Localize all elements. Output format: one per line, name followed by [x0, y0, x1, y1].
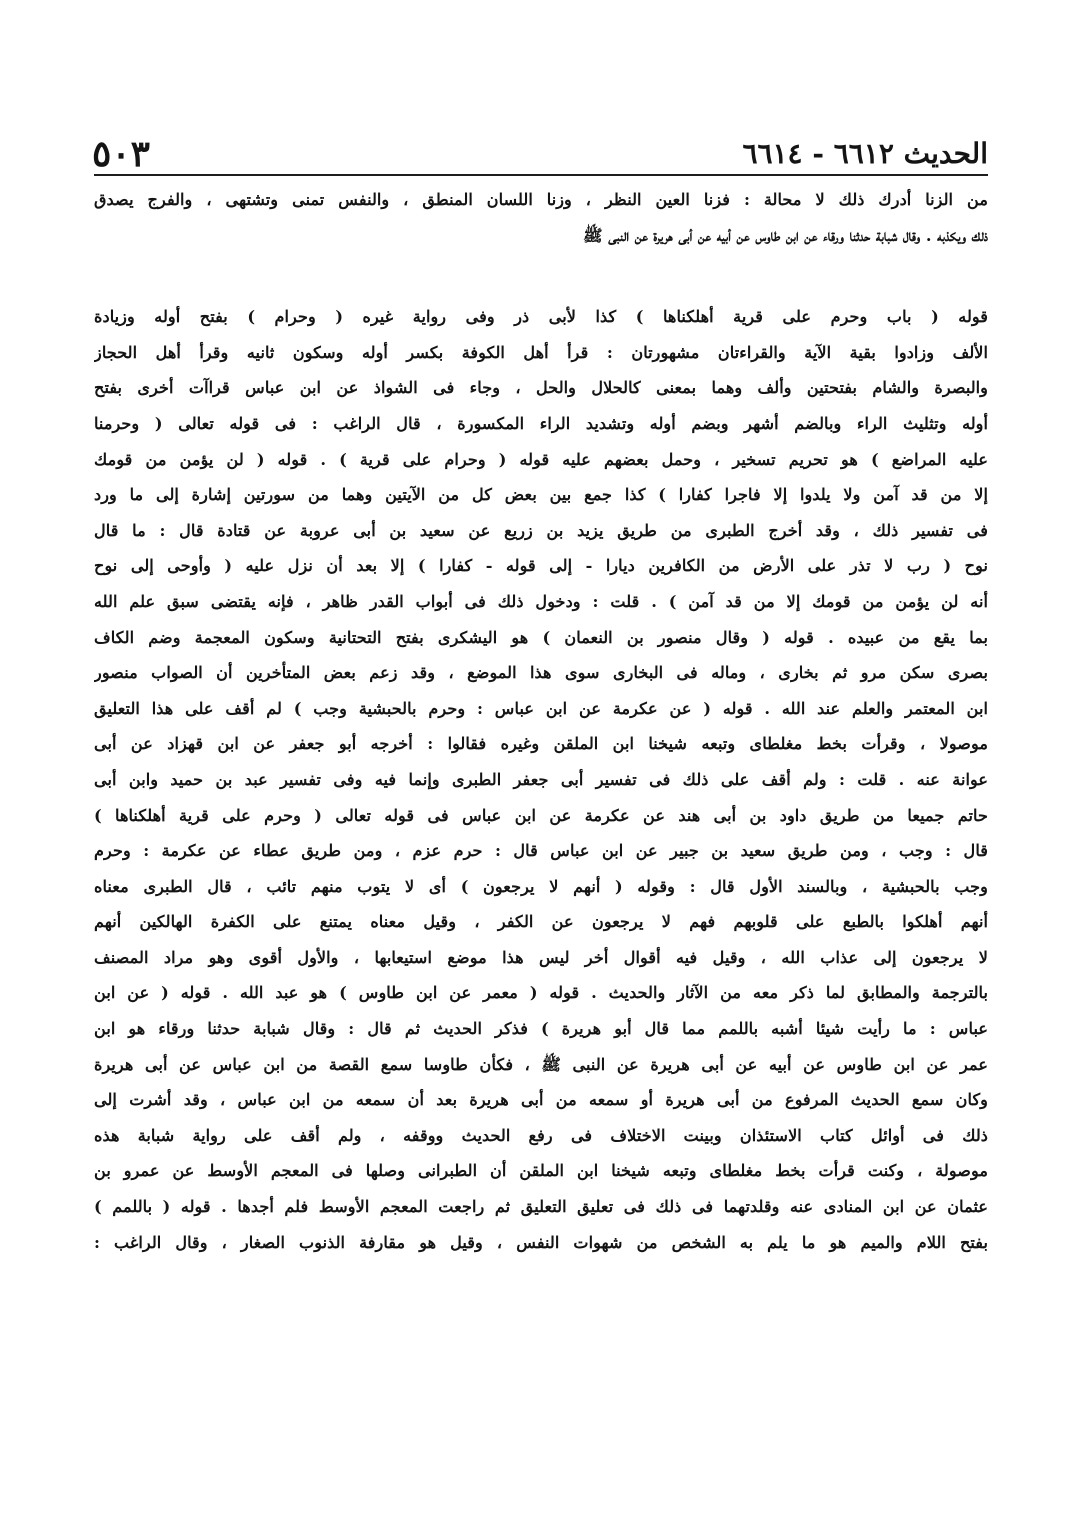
text-line: والبصرة والشام بفتحتين وألف وهما بمعنى كالحلال والحل ، وجاء فى الشواذ عن ابن عباس قراآت أخرى بفتح	[94, 378, 988, 398]
text-line: ذلك فى أوائل كتاب الاستئذان وبينت الاختلاف فى رفع الحديث ووقفه ، ولم أقف على رواية شبابة هذه	[94, 1125, 988, 1145]
page-header	[92, 116, 988, 174]
text-line: موصولة ، وكنت قرأت بخط مغلطاى وتبعه شيخنا ابن الملقن أن الطبرانى وصلها فى المعجم الأوسط عن عمرو بن	[94, 1161, 988, 1181]
text-line: وكان سمع الحديث المرفوع من أبى هريرة أو سمعه من أبى هريرة بعد أن سمعه من ابن عباس ، وقد أشرت إلى	[94, 1090, 988, 1110]
text-line: لا يرجعون إلى عذاب الله ، وقيل فيه أقوال أخر ليس هذا موضع استيعابها ، والأول أقوى وهو مراد المصنف	[94, 947, 988, 967]
text-line: عمر عن ابن طاوس عن أبيه عن أبى هريرة عن النبى ﷺ ، فكأن طاوسا سمع القصة من ابن عباس عن أبى هريرة	[94, 1054, 988, 1074]
text-line: قوله ( باب وحرم على قرية أهلكناها ) كذا لأبى ذر وفى رواية غيره ( وحرام ) بفتح أوله وزيادة	[94, 307, 988, 327]
text-line: من الزنا أدرك ذلك لا محالة : فزنا العين النظر ، وزنا اللسان المنطق ، والنفس تمنى وتشتهى ، والفرج يصدق	[94, 190, 988, 209]
text-line: عباس : ما رأيت شيئا أشبه باللمم مما قال أبو هريرة ) فذكر الحديث ثم قال : وقال شبابة حدثنا ورقاء هو ابن	[94, 1019, 988, 1039]
paragraph-gap	[94, 253, 988, 299]
text-line: أنهم أهلكوا بالطبع على قلوبهم فهم لا يرجعون عن الكفر ، وقيل معناه يمتنع على الكفرة الهالكين أنهم	[94, 912, 988, 932]
text-line: بالترجمة والمطابق لما ذكر معه من الآثار والحديث . قوله ( معمر عن ابن طاوس ) هو عبد الله . قوله ( عن ابن	[94, 983, 988, 1003]
text-line: عثمان عن ابن المنادى عنه وقلدتهما فى ذلك فى تعليق التعليق ثم راجعت المعجم الأوسط فلم أجدها . قوله ( باللمم )	[94, 1197, 988, 1217]
text-line: ذلك ويكذبه . وقال شبابة حدثنا ورقاء عن ابن طاوس عن أبيه عن أبى هريرة عن النبى ﷺ	[583, 225, 988, 245]
text-line: الألف وزادوا بقية الآية والقراءتان مشهورتان : قرأ أهل الكوفة بكسر أوله وسكون ثانيه وقرأ أهل الحجاز	[94, 342, 988, 362]
text-line: عوانة عنه . قلت : ولم أقف على ذلك فى تفسير أبى جعفر الطبرى وإنما فيه وفى تفسير عبد بن حميد وابن أبى	[94, 769, 988, 789]
page-number: ٥٠٣	[92, 133, 151, 175]
header-rule	[94, 174, 988, 176]
text-line: نوح ( رب لا تذر على الأرض من الكافرين ديارا - إلى قوله - كفارا ) إلا بعد أن نزل عليه ( وأوحى إلى نوح	[94, 556, 988, 576]
text-line: ابن المعتمر والعلم عند الله . قوله ( عن عكرمة عن ابن عباس : وحرم بالحبشية وجب ) لم أقف على هذا التعليق	[94, 698, 988, 718]
commentary-text	[94, 182, 988, 1260]
text-line: بفتح اللام والميم هو ما يلم به الشخص من شهوات النفس ، وقيل هو مقارفة الذنوب الصغار ، وقال الراغب :	[94, 1232, 988, 1252]
text-line: عليه المراضع ) هو تحريم تسخير ، وحمل بعضهم عليه قوله ( وحرام على قرية ) . قوله ( لن يؤمن من قومك	[94, 449, 988, 469]
text-line: حاتم جميعا من طريق داود بن أبى هند عن عكرمة عن ابن عباس فى قوله تعالى ( وحرم على قرية أهلكناها )	[94, 805, 988, 825]
text-line: فى تفسير ذلك ، وقد أخرج الطبرى من طريق يزيد بن زريع عن سعيد بن أبى عروبة عن قتادة قال : ما قال	[94, 520, 988, 540]
text-line: إلا من قد آمن ولا يلدوا إلا فاجرا كفارا ) كذا جمع بين بعض كل من الآيتين وهما من سورتين إشارة إلى ما ورد	[94, 485, 988, 505]
text-line: موصولا ، وقرأت بخط مغلطاى وتبعه شيخنا ابن الملقن وغيره فقالوا : أخرجه أبو جعفر عن ابن قهزاد عن أبى	[94, 734, 988, 754]
text-line: أوله وتثليث الراء وبالضم أشهر وبضم أوله وتشديد الراء المكسورة ، قال الراغب : فى قوله تعالى ( وحرمنا	[94, 413, 988, 433]
text-line: قال : وجب ، ومن طريق سعيد بن جبير عن ابن عباس قال : حرم عزم ، ومن طريق عطاء عن عكرمة : وحرم	[94, 841, 988, 861]
running-title: الحديث ٦٦١٢ - ٦٦١٤	[742, 137, 988, 170]
text-line: بصرى سكن مرو ثم بخارى ، وماله فى البخارى سوى هذا الموضع ، وقد زعم بعض المتأخرين أن الصواب منصور	[94, 663, 988, 683]
text-line: وجب بالحبشية ، وبالسند الأول قال : وقوله ( أنهم لا يرجعون ) أى لا يتوب منهم تائب ، قال الطبرى معناه	[94, 876, 988, 896]
text-line: بما يقع من عبيده . قوله ( وقال منصور بن النعمان ) هو اليشكرى بفتح التحتانية وسكون المعجمة وضم الكاف	[94, 627, 988, 647]
text-line: أنه لن يؤمن من قومك إلا من قد آمن ) . قلت : ودخول ذلك فى أبواب القدر ظاهر ، فإنه يقتضى سبق علم الله	[94, 591, 988, 611]
